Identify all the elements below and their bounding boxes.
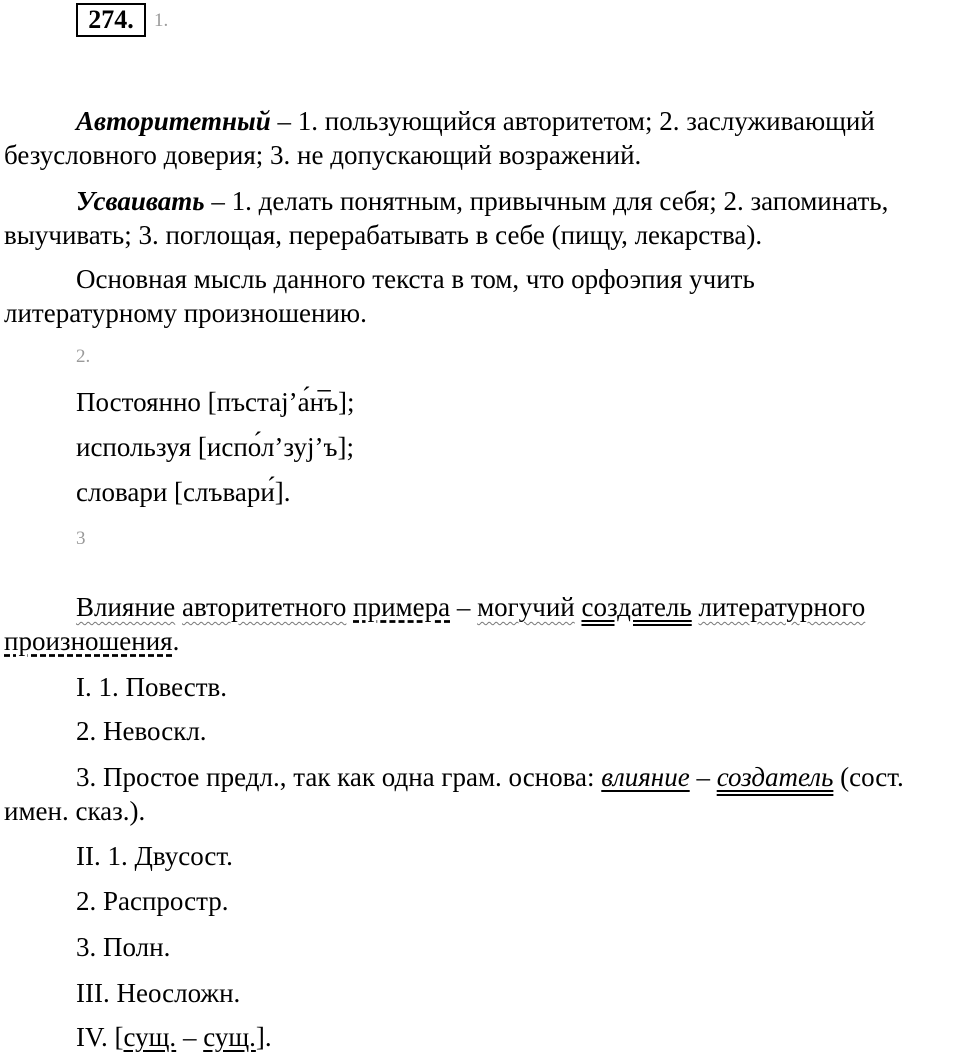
sentence-word-sozdatel: создатель bbox=[581, 592, 692, 622]
sentence-word-primera: примера bbox=[353, 592, 451, 622]
analysis-item-3 bbox=[76, 760, 904, 794]
analysis-item-4: II. 1. Двусост. bbox=[76, 841, 233, 871]
sentence-word-vliyanie: Влияние bbox=[76, 592, 176, 622]
scheme-prefix: IV. [ bbox=[76, 1022, 124, 1052]
scheme-suffix: ]. bbox=[255, 1022, 272, 1052]
transcription-2-word: используя bbox=[76, 432, 192, 462]
basis-tail: (сост. bbox=[833, 762, 904, 792]
transcription-2-value: [испо́л’зуj’ъ]; bbox=[197, 432, 354, 462]
scheme-dash: – bbox=[176, 1022, 204, 1052]
scheme-predicate: сущ. bbox=[203, 1022, 256, 1052]
definition-1-line-2: безусловного доверия; 3. не допускающий возражений. bbox=[4, 140, 642, 170]
sentence-end: . bbox=[172, 626, 180, 656]
transcription-1-word: Постоянно bbox=[76, 387, 201, 417]
sentence-word-moguchiy: могучий bbox=[477, 592, 575, 622]
basis-predicate: создатель bbox=[716, 762, 834, 792]
sentence-scheme bbox=[76, 1020, 272, 1054]
definition-2-line-2: выучивать; 3. поглощая, перерабатывать в себе (пищу, лекарства). bbox=[4, 220, 763, 250]
section-3-label: 3 bbox=[76, 528, 86, 549]
sentence-line-1 bbox=[76, 590, 865, 624]
transcription-3-value: [слъвари́]. bbox=[174, 477, 291, 507]
transcription-3-word: словари bbox=[76, 477, 168, 507]
transcription-1 bbox=[76, 385, 355, 419]
main-thought-line-2: литературному произношению. bbox=[4, 298, 367, 328]
definition-2-line-1 bbox=[76, 184, 888, 218]
basis-dash: – bbox=[689, 762, 717, 792]
exercise-number: 274. bbox=[76, 3, 146, 37]
sentence-line-2 bbox=[4, 624, 179, 658]
definition-1-text-a: – 1. пользующийся авторитетом; 2. заслуживающий bbox=[270, 106, 875, 136]
section-1-label: 1. bbox=[154, 10, 169, 31]
analysis-item-2: 2. Невоскл. bbox=[76, 716, 207, 746]
definition-2-text-a: – 1. делать понятным, привычным для себя; 2. запоминать, bbox=[204, 186, 889, 216]
sentence-word-literaturnogo: литературного bbox=[698, 592, 866, 622]
analysis-item-5: 2. Распростр. bbox=[76, 886, 229, 916]
definition-1-term: Авторитетный bbox=[76, 106, 271, 136]
transcription-1-value: [пъстаj’а́н̅ъ]; bbox=[207, 387, 355, 417]
transcription-3 bbox=[76, 475, 291, 509]
scheme-subject: сущ. bbox=[123, 1022, 177, 1052]
definition-1-line-1 bbox=[76, 104, 875, 138]
analysis-item-1: I. 1. Повеств. bbox=[76, 672, 228, 702]
analysis-item-3-text: 3. Простое предл., так как одна грам. основа: bbox=[76, 762, 602, 792]
sentence-word-avtoritetnogo: авторитетного bbox=[181, 592, 347, 622]
main-thought-line-1: Основная мысль данного текста в том, что орфоэпия учить bbox=[76, 264, 755, 294]
analysis-item-3-continued: имен. сказ.). bbox=[4, 796, 146, 826]
definition-2-term: Усваивать bbox=[76, 186, 205, 216]
analysis-item-7: III. Неосложн. bbox=[76, 978, 241, 1008]
section-2-label: 2. bbox=[76, 346, 91, 367]
basis-subject: влияние bbox=[601, 762, 690, 792]
sentence-dash: – bbox=[450, 592, 478, 622]
sentence-word-proiznosheniya: произношения bbox=[4, 626, 173, 656]
analysis-item-6: 3. Полн. bbox=[76, 932, 171, 962]
transcription-2 bbox=[76, 430, 354, 464]
